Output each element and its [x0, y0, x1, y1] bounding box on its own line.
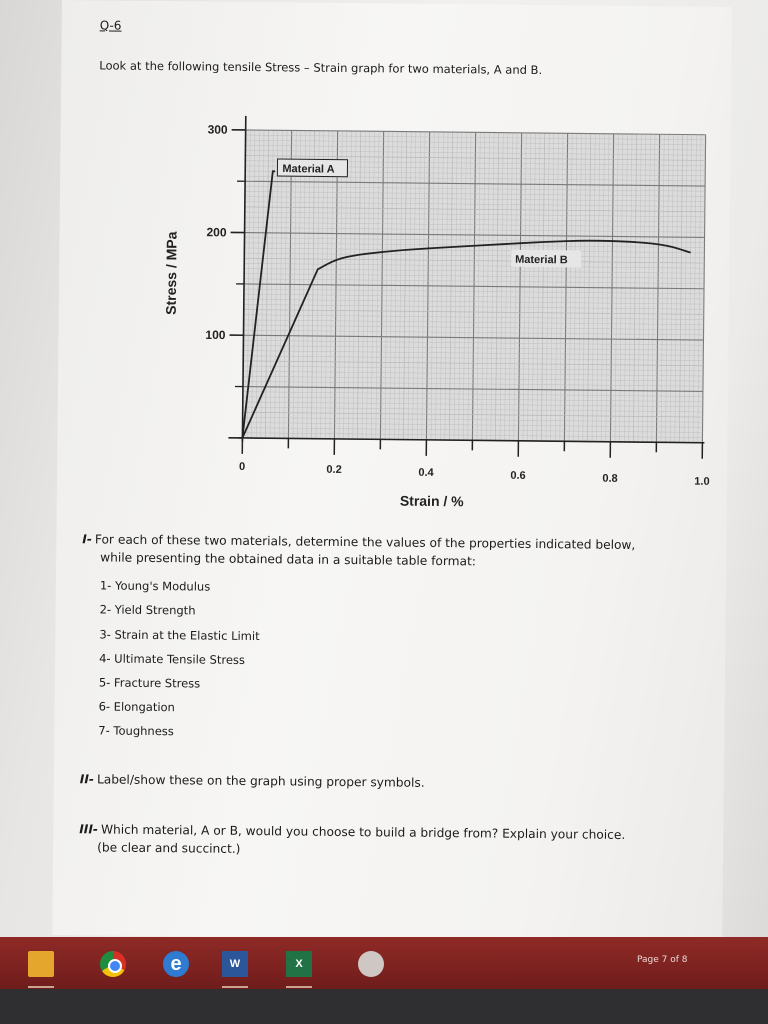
- chrome-icon[interactable]: [100, 951, 126, 977]
- part-2-line: [80, 772, 425, 790]
- series-label-material-a: Material A: [282, 163, 335, 176]
- part-3-line-2: (be clear and succinct.): [97, 840, 241, 856]
- active-app-indicator: [222, 986, 248, 988]
- series-label-material-b: Material B: [515, 253, 568, 267]
- property-item-2: 2- Yield Strength: [99, 602, 196, 618]
- y-axis-label: Stress / MPa: [162, 231, 180, 315]
- property-item-5: 5- Fracture Stress: [98, 675, 201, 691]
- x-tick-label: 0.2: [326, 463, 342, 476]
- monitor-bezel: [0, 989, 768, 1024]
- part-3-line-1: [79, 822, 625, 842]
- question-intro: Look at the following tensile Stress – Strain graph for two materials, A and B.: [99, 58, 543, 78]
- document-page: [52, 0, 732, 942]
- x-tick-label: 0.4: [418, 466, 434, 479]
- y-tick-label: 100: [205, 327, 226, 343]
- stress-strain-chart: [82, 100, 726, 517]
- word-icon[interactable]: W: [222, 951, 248, 977]
- part-1-line-1: [82, 532, 635, 552]
- part-2-text: Label/show these on the graph using proper symbols.: [96, 772, 425, 790]
- property-item-4: 4- Ultimate Tensile Stress: [99, 651, 246, 667]
- x-axis-label: Strain / %: [399, 492, 464, 510]
- y-tick-label: 300: [207, 122, 228, 137]
- question-number: Q-6: [99, 18, 122, 33]
- part-3-numeral: III-: [79, 822, 99, 837]
- property-item-3: 3- Strain at the Elastic Limit: [99, 627, 260, 644]
- property-item-7: 7- Toughness: [98, 723, 174, 739]
- active-app-indicator: [28, 986, 54, 988]
- part-1-text-1: For each of these two materials, determine the values of the properties indicated below,: [94, 532, 636, 553]
- part-3-text-1: Which material, A or B, would you choose to build a bridge from? Explain your choice.: [100, 822, 626, 842]
- excel-icon[interactable]: X: [286, 951, 312, 977]
- part-2-numeral: II-: [79, 772, 95, 787]
- y-tick-label: 200: [206, 225, 227, 240]
- x-tick-label: 0: [238, 460, 246, 473]
- edge-icon[interactable]: e: [163, 951, 189, 977]
- part-1-line-2: while presenting the obtained data in a suitable table format:: [100, 550, 477, 569]
- x-tick-label: 0.6: [510, 469, 526, 482]
- snipping-tool-icon[interactable]: [358, 951, 384, 977]
- active-app-indicator: [286, 986, 312, 988]
- file-explorer-icon[interactable]: [28, 951, 54, 977]
- property-item-6: 6- Elongation: [98, 699, 175, 715]
- part-1-numeral: I-: [82, 532, 93, 547]
- x-tick-label: 1.0: [694, 475, 710, 488]
- property-item-1: 1- Young's Modulus: [99, 578, 211, 594]
- page-indicator: Page 7 of 8: [637, 955, 688, 965]
- x-tick-label: 0.8: [602, 472, 618, 485]
